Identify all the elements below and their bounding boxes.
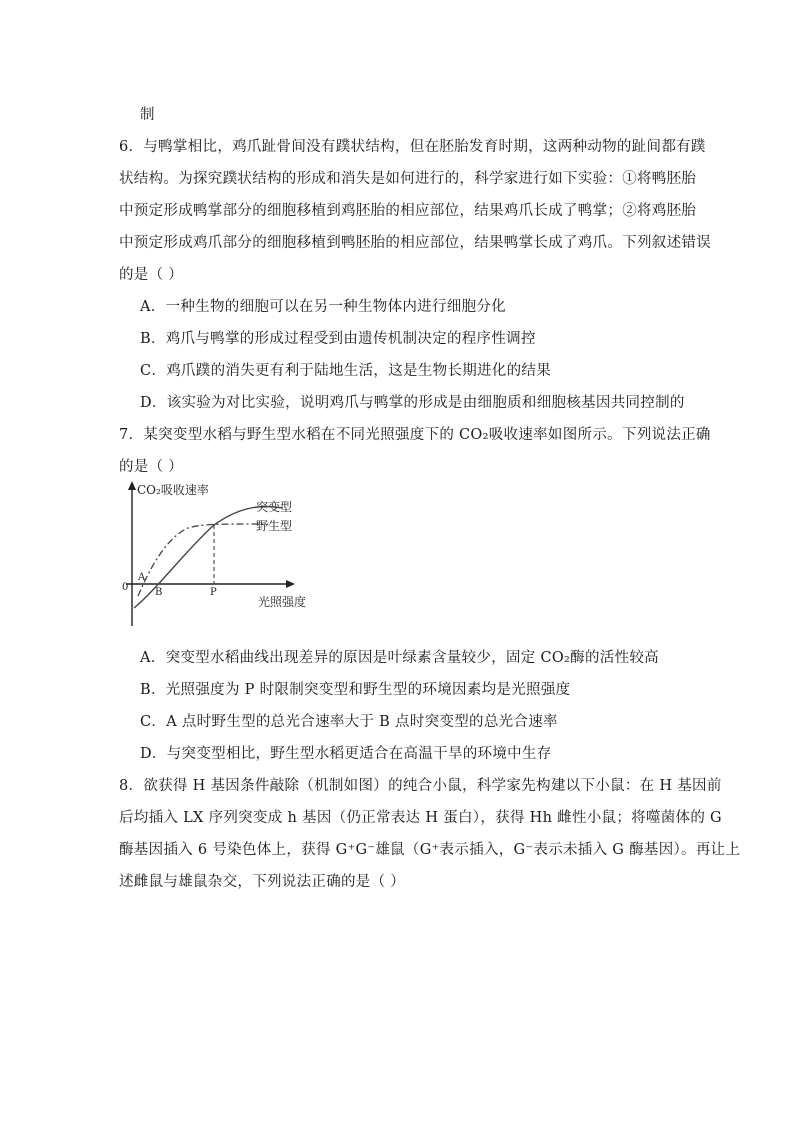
question-7-line-1: 7．某突变型水稻与野生型水稻在不同光照强度下的 CO₂吸收速率如图所示。下列说法正确	[119, 427, 711, 443]
x-axis-label: 光照强度	[258, 595, 307, 609]
co2-absorption-figure	[118, 478, 333, 628]
question-8-line-3: 酶基因插入 6 号染色体上，获得 G⁺G⁻雄鼠（G⁺表示插入，G⁻表示未插入 G 酶基因）。再让上	[119, 842, 741, 858]
question-7-option-b: B．光照强度为 P 时限制突变型和野生型的环境因素均是光照强度	[140, 682, 571, 698]
question-6-line-5: 的是（ ）	[119, 267, 184, 283]
text-line: 制	[140, 107, 155, 123]
question-6-option-a: A．一种生物的细胞可以在另一种生物体内进行细胞分化	[140, 299, 506, 315]
question-7-option-c: C．A 点时野生型的总光合速率大于 B 点时突变型的总光合速率	[140, 714, 558, 730]
point-a-label: A	[138, 572, 146, 583]
legend-mutant-label: 突变型	[256, 500, 293, 514]
question-6-line-4: 中预定形成鸡爪部分的细胞移植到鸭胚胎的相应部位，结果鸭掌长成了鸡爪。下列叙述错误	[119, 235, 711, 251]
question-6-option-b: B．鸡爪与鸭掌的形成过程受到由遗传机制决定的程序性调控	[140, 331, 536, 347]
question-7-line-2: 的是（ ）	[119, 459, 184, 475]
question-7-option-d: D．与突变型相比，野生型水稻更适合在高温干旱的环境中生存	[140, 746, 552, 762]
point-p-label: P	[210, 587, 217, 598]
question-8-line-1: 8．欲获得 H 基因条件敲除（机制如图）的纯合小鼠，科学家先构建以下小鼠：在 H 基因前	[119, 778, 722, 794]
question-6-line-3: 中预定形成鸭掌部分的细胞移植到鸡胚胎的相应部位，结果鸡爪长成了鸭掌；②将鸡胚胎	[119, 203, 697, 219]
question-6-option-c: C．鸡爪蹼的消失更有利于陆地生活，这是生物长期进化的结果	[140, 363, 551, 379]
question-6-line-2: 状结构。为探究蹼状结构的形成和消失是如何进行的，科学家进行如下实验：①将鸭胚胎	[119, 171, 697, 187]
origin-label: 0	[122, 582, 129, 593]
y-axis-arrow	[128, 481, 136, 490]
question-6-option-d: D．该实验为对比实验，说明鸡爪与鸭掌的形成是由细胞质和细胞核基因共同控制的	[140, 395, 685, 411]
question-8-line-2: 后均插入 LX 序列突变成 h 基因（仍正常表达 H 蛋白），获得 Hh 雌性小鼠；将噬菌体的 G	[119, 810, 722, 826]
y-axis-label: CO₂吸收速率	[137, 483, 209, 497]
question-6-line-1: 6．与鸭掌相比，鸡爪趾骨间没有蹼状结构，但在胚胎发育时期，这两种动物的趾间都有蹼	[119, 139, 706, 155]
legend-wildtype-label: 野生型	[256, 519, 293, 533]
point-b-label: B	[155, 587, 163, 598]
question-7-option-a: A．突变型水稻曲线出现差异的原因是叶绿素含量较少，固定 CO₂酶的活性较高	[140, 650, 659, 666]
question-8-line-4: 述雌鼠与雄鼠杂交，下列说法正确的是（ ）	[119, 874, 406, 890]
x-axis-arrow	[286, 580, 295, 588]
